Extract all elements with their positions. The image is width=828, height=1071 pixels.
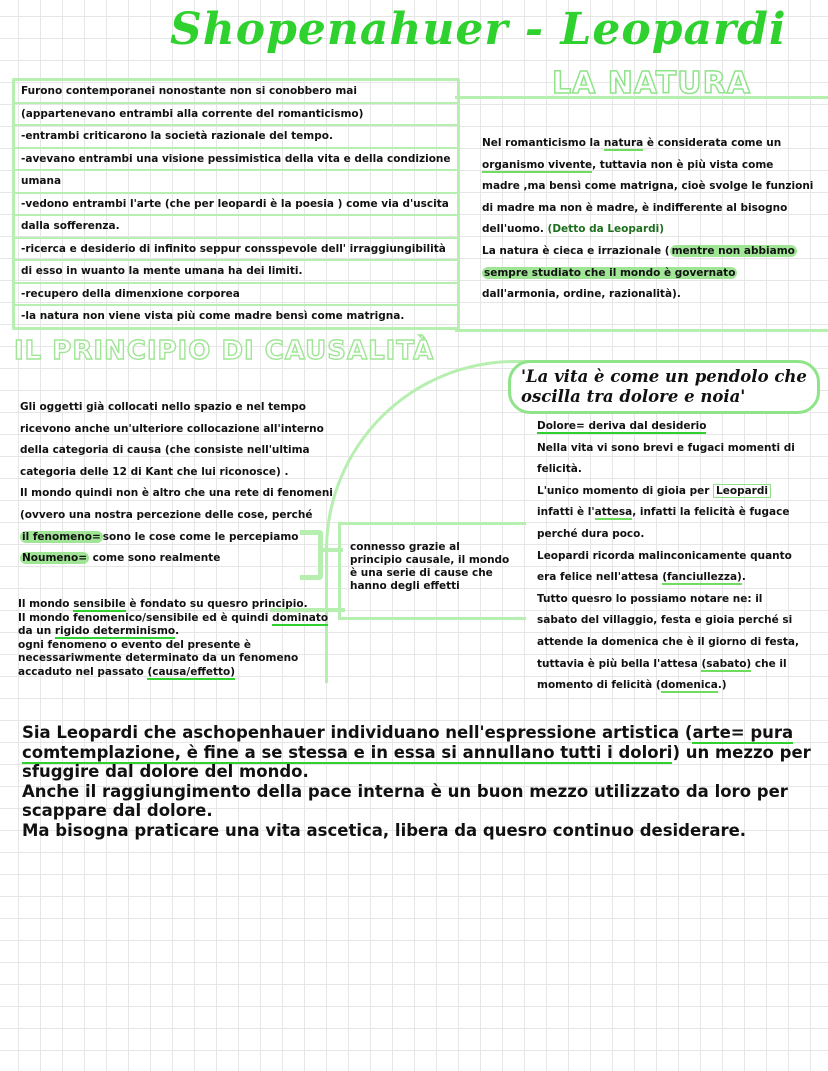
text-segment: da un [18, 625, 55, 637]
text-line [537, 502, 799, 524]
text-line [537, 481, 799, 503]
text-segment: dell'uomo. [482, 223, 548, 236]
underlined-text: natura [603, 137, 644, 149]
text-segment: (ovvero una nostra percezione delle cose, perché [20, 508, 313, 521]
text-line [482, 176, 813, 198]
text-line [22, 723, 811, 743]
text-line [18, 652, 328, 666]
text-segment: sabato del villaggio, festa e gioia perché si [537, 614, 793, 627]
underlined-text: organismo vivente [482, 158, 593, 171]
causalita-heading: IL PRINCIPIO DI CAUSALITÀ [14, 336, 435, 366]
similarity-line: Furono contemporanei nonostante non si conobbero mai [15, 81, 457, 104]
text-line [537, 524, 799, 546]
text-line [20, 440, 333, 462]
conclusion-text [22, 723, 811, 840]
text-segment: attende la domenica che è il giorno di festa, [537, 635, 799, 648]
highlighted-text: Noumeno= [22, 552, 88, 565]
underlined-text: rigido determinismo [54, 625, 176, 637]
text-segment: . [741, 571, 746, 584]
text-segment: .) [717, 679, 727, 692]
text-segment: Nel romanticismo la [482, 137, 604, 149]
text-line [18, 639, 328, 653]
highlighted-text: mentre non abbiamo [671, 244, 795, 257]
quote-line-1: 'La vita è come un pendolo che [521, 367, 807, 386]
similarity-line: -entrambi criticarono la società razionale del tempo. [15, 126, 457, 149]
text-segment: madre ,ma bensì come matrigna, cioè svolge le funzioni [482, 180, 814, 193]
text-segment: Ma bisogna praticare una vita ascetica, libera da quesro continuo desiderare. [22, 820, 747, 840]
text-segment: Anche il raggiungimento della pace interna è un buon mezzo utilizzato da loro per [22, 781, 788, 801]
text-segment: . [175, 625, 180, 637]
underlined-text: sensibile [73, 598, 126, 610]
text-segment: della categoria di causa (che consiste nell'ultima [20, 444, 310, 457]
text-line [20, 483, 333, 505]
text-segment: ogni fenomeno o evento del presente è [18, 638, 252, 651]
text-segment: accaduto nel passato [18, 665, 148, 678]
text-segment: Nella vita vi sono brevi e fugaci momenti di [537, 441, 795, 454]
text-line [482, 133, 813, 155]
text-segment: Il mondo [18, 598, 74, 610]
text-line [537, 610, 799, 632]
text-segment: sfuggire dal dolore del mondo. [22, 762, 309, 781]
similarity-line: -recupero della dimenxione corporea [15, 284, 457, 307]
highlighted-text: sempre studiato che il mondo è governato [484, 266, 736, 279]
natura-text [482, 133, 813, 306]
text-line [537, 589, 799, 611]
text-segment: L'unico momento di gioia per [537, 484, 714, 497]
text-line [20, 548, 333, 570]
text-segment: è fondato su quesro principio. [125, 598, 308, 610]
highlighted-text: il fenomeno= [22, 530, 101, 543]
text-segment: infatti è l' [537, 506, 595, 519]
similarity-line: -ricerca e desiderio di infinito seppur consspevole dell' irraggiungibilità [15, 239, 457, 262]
text-line [20, 397, 333, 419]
text-line [22, 762, 811, 782]
text-line [482, 198, 813, 220]
causalita-text [20, 397, 333, 570]
text-line [482, 263, 813, 285]
text-line [482, 219, 813, 241]
pendolo-quote [508, 360, 820, 414]
boxed-text: Leopardi [713, 484, 771, 498]
similarities-box [12, 78, 460, 330]
text-segment: sono le cose come le percepiamo [102, 530, 299, 543]
text-segment: Tutto quesro lo possiamo notare ne: il [537, 592, 763, 605]
natura-heading: LA NATURA [552, 66, 751, 101]
text-segment: di madre ma non è madre, è indifferente al bisogno [482, 201, 788, 214]
text-segment: categoria delle 12 di Kant che lui riconosce) . [20, 465, 289, 478]
similarity-line: -avevano entrambi una visione pessimistica della vita e della condizione [15, 149, 457, 172]
text-line [20, 505, 333, 527]
text-line [482, 155, 813, 177]
similarity-line: -vedono entrambi l'arte (che per leopardi è la poesia ) come via d'uscita [15, 194, 457, 217]
text-line [482, 284, 813, 306]
text-line [18, 625, 328, 639]
underlined-text: comtemplazione, è fine a se stessa e in essa si annullano tutti i dolori [22, 742, 673, 762]
text-line [537, 416, 799, 438]
text-line [22, 743, 811, 763]
text-segment: necessariwmente determinato da un fenomeno [18, 652, 299, 664]
similarity-line: umana [15, 171, 457, 194]
text-line [537, 438, 799, 460]
text-segment: perché dura poco. [537, 527, 645, 540]
text-segment: dall'armonia, ordine, razionalità). [482, 288, 681, 301]
similarity-line: -la natura non viene vista più come madre bensì come matrigna. [21, 310, 405, 322]
text-segment: è considerata come un [643, 137, 782, 149]
text-segment: La natura è cieca e irrazionale ( [482, 244, 670, 257]
text-line [22, 821, 811, 841]
text-segment: felicità. [537, 463, 582, 476]
text-line [537, 675, 799, 697]
connector-note: connesso grazie al principio causale, il mondo è una serie di cause che hanno degli effetti [350, 541, 510, 592]
similarity-line: dalla sofferenza. [15, 216, 457, 239]
underlined-text: (sabato) [701, 657, 752, 670]
text-line [537, 567, 799, 589]
text-segment: Sia Leopardi che aschopenhauer individuano nell'espressione artistica ( [22, 723, 693, 742]
underlined-text: domenica [660, 679, 718, 692]
text-line [18, 666, 328, 680]
text-line [537, 459, 799, 481]
text-line [482, 241, 813, 263]
text-segment: Leopardi ricorda malinconicamente quanto [537, 549, 792, 562]
text-segment: (Detto da Leopardi) [547, 223, 665, 236]
text-segment: , infatti la felicità è fugace [632, 506, 790, 519]
text-line [18, 598, 328, 612]
similarity-line: (appartenevano entrambi alla corrente del romanticismo) [15, 104, 457, 127]
text-line [18, 612, 328, 626]
text-segment: era felice nell'attesa [537, 571, 663, 584]
underlined-text: (fanciullezza) [662, 571, 742, 584]
determinism-text [18, 598, 328, 679]
text-segment: , tuttavia non è più vista come [592, 158, 774, 171]
text-line [22, 782, 811, 802]
text-segment: Il mondo fenomenico/sensibile ed è quindi [18, 611, 273, 624]
text-segment: che il [751, 657, 787, 670]
text-line [537, 654, 799, 676]
quote-line-2: oscilla tra dolore e noia' [521, 387, 746, 406]
text-line [537, 632, 799, 654]
text-line [20, 419, 333, 441]
underlined-text: (causa/effetto) [147, 665, 235, 678]
text-segment: ) un mezzo per [672, 742, 811, 762]
text-segment: momento di felicità ( [537, 679, 661, 692]
pendolo-text [537, 416, 799, 697]
underlined-text: Dolore= deriva dal desiderio [537, 420, 707, 432]
similarity-line: di esso in wuanto la mente umana ha dei limiti. [15, 261, 457, 284]
text-segment: Gli oggetti già collocati nello spazio e nel tempo [20, 401, 306, 413]
text-segment: ricevono anche un'ulteriore collocazione all'interno [20, 422, 324, 435]
text-line [22, 801, 811, 821]
text-line [537, 546, 799, 568]
underlined-text: arte= pura [692, 723, 794, 742]
text-segment: Il mondo quindi non è altro che una rete di fenomeni [20, 487, 333, 500]
text-segment: come sono realmente [89, 552, 221, 565]
underlined-text: attesa [594, 506, 633, 519]
underlined-text: dominato [272, 611, 329, 624]
text-line [20, 462, 333, 484]
text-segment: scappare dal dolore. [22, 801, 213, 820]
page-title: Shopenahuer - Leopardi [170, 4, 787, 55]
text-segment: tuttavia è più bella l'attesa [537, 657, 702, 670]
text-line [20, 527, 333, 549]
